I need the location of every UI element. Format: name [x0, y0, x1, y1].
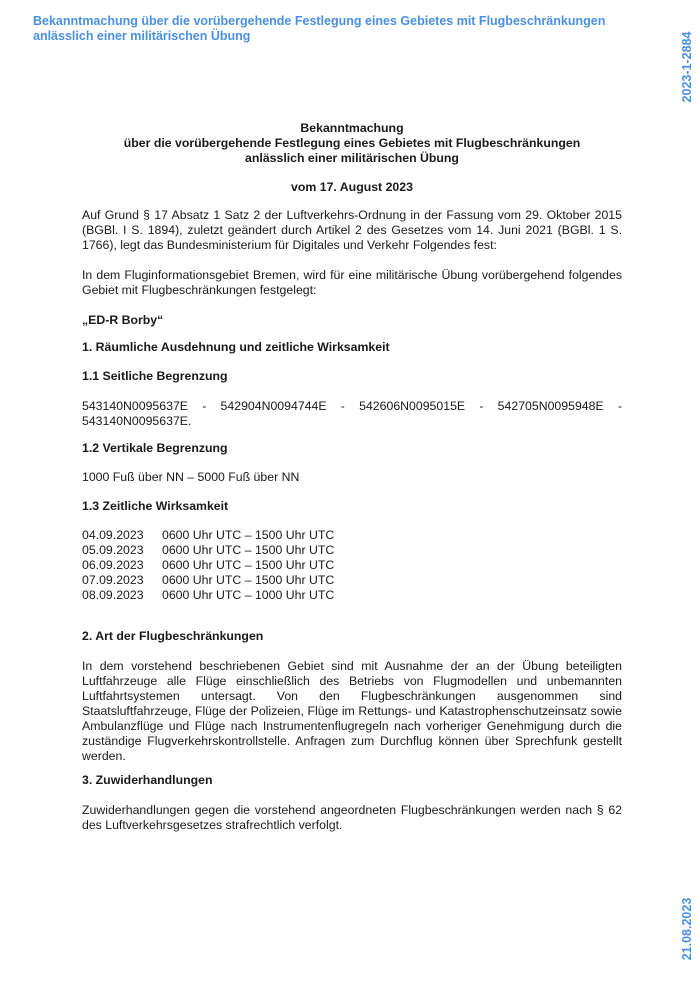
- schedule-row: [82, 528, 334, 543]
- section-1-heading: 1. Räumliche Ausdehnung und zeitliche Wirksamkeit: [82, 340, 390, 354]
- schedule-date: 04.09.2023: [82, 528, 144, 542]
- schedule-date: 05.09.2023: [82, 543, 144, 557]
- document-date: vom 17. August 2023: [291, 180, 413, 194]
- schedule-time: 0600 Uhr UTC – 1000 Uhr UTC: [162, 588, 335, 602]
- area-paragraph: In dem Fluginformationsgebiet Bremen, wird für eine militärische Übung vorübergehend folgendes Gebiet mit Flugbeschränkungen festgelegt:: [82, 268, 622, 297]
- schedule-table: [82, 528, 334, 603]
- schedule-date: 07.09.2023: [82, 573, 144, 587]
- schedule-row: [82, 573, 334, 588]
- schedule-time: 0600 Uhr UTC – 1500 Uhr UTC: [162, 573, 335, 587]
- schedule-time: 0600 Uhr UTC – 1500 Uhr UTC: [162, 558, 335, 572]
- title-line: Bekanntmachung: [300, 121, 404, 135]
- document-title: [82, 121, 622, 166]
- title-line: anlässlich einer militärischen Übung: [245, 151, 459, 165]
- lateral-boundary-text: 543140N0095637E - 542904N0094744E - 542606N0095015E - 542705N0095948E - 543140N0095637E.: [82, 399, 622, 428]
- section-1-3-heading: 1.3 Zeitliche Wirksamkeit: [82, 499, 229, 513]
- area-name: „ED-R Borby“: [82, 313, 164, 327]
- schedule-date: 06.09.2023: [82, 558, 144, 572]
- intro-paragraph: Auf Grund § 17 Absatz 1 Satz 2 der Luftverkehrs-Ordnung in der Fassung vom 29. Oktober 2015 (BGBl. I S. 1894), zuletzt geändert durch Artikel 2 des Gesetzes vom 14. Juni 2021 (BGBl. 1 S. 1766), legt das Bundesministerium für Digitales und Verkehr Folgendes fest:: [82, 208, 622, 252]
- document-id: 2023-1-2884: [680, 31, 694, 103]
- section-2-heading: 2. Art der Flugbeschränkungen: [82, 629, 264, 643]
- violations-text: Zuwiderhandlungen gegen die vorstehend angeordneten Flugbeschränkungen werden nach § 62 des Luftverkehrsgesetzes strafrechtlich verfolgt.: [82, 803, 622, 832]
- schedule-row: [82, 543, 334, 558]
- title-line: über die vorübergehende Festlegung eines Gebietes mit Flugbeschränkungen: [123, 136, 581, 150]
- date-stamp: 21.08.2023: [680, 897, 694, 961]
- section-1-1-heading: 1.1 Seitliche Begrenzung: [82, 369, 228, 383]
- schedule-time: 0600 Uhr UTC – 1500 Uhr UTC: [162, 543, 335, 557]
- restrictions-text: In dem vorstehend beschriebenen Gebiet sind mit Ausnahme der an der Übung beteiligten Luftfahrzeuge alle Flüge einschließlich des Betriebs von Flugmodellen und unbemannten Luftfahrtsystemen untersagt. Von den Flugbeschränkungen ausgenommen sind Staatsluftfahrzeuge, Flüge der Polizeien, Flüge im Rettungs- und Katastrophenschutzeinsatz sowie Ambulanzflüge und Flüge nach Instrumentenflugregeln nach vorheriger Genehmigung durch die zuständige Flugverkehrskontrollstelle. Anfragen zum Durchflug können über Sprechfunk gestellt werden.: [82, 659, 622, 763]
- section-3-heading: 3. Zuwiderhandlungen: [82, 773, 213, 787]
- schedule-time: 0600 Uhr UTC – 1500 Uhr UTC: [162, 528, 335, 542]
- header-title: Bekanntmachung über die vorübergehende Festlegung eines Gebietes mit Flugbeschränkungen anlässlich einer militärischen Übung: [33, 14, 606, 43]
- schedule-row: [82, 588, 334, 603]
- vertical-boundary-text: 1000 Fuß über NN – 5000 Fuß über NN: [82, 470, 300, 484]
- schedule-row: [82, 558, 334, 573]
- section-1-2-heading: 1.2 Vertikale Begrenzung: [82, 441, 228, 455]
- schedule-date: 08.09.2023: [82, 588, 144, 602]
